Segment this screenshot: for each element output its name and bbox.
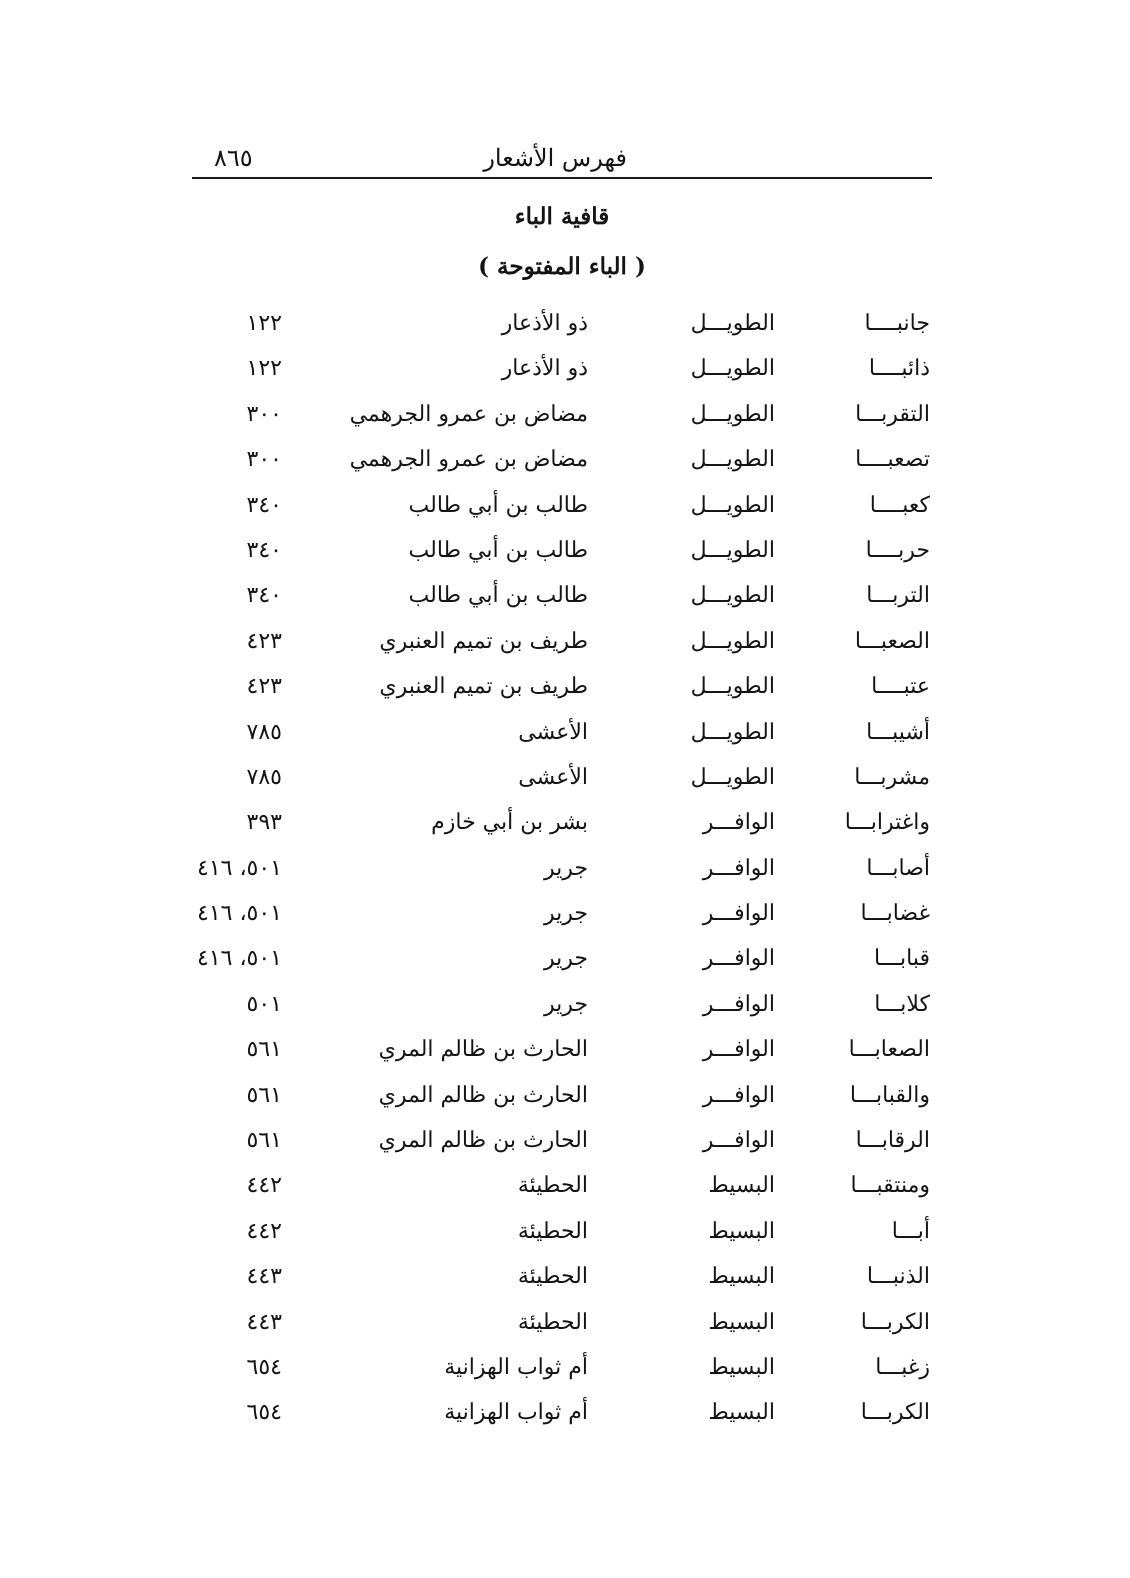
rhyme-word: جانبــــا <box>864 311 930 336</box>
poet-name: طريف بن تميم العنبري <box>379 674 588 700</box>
rhyme-word: الكربـــا <box>860 1309 930 1335</box>
poet-name: الحارث بن ظالم المري <box>378 1037 588 1063</box>
poet-name: الحارث بن ظالم المري <box>378 1082 588 1108</box>
rhyme-word: واغترابـــا <box>844 810 930 836</box>
rhyme-word: أصابـــا <box>866 855 930 881</box>
meter-name: البسيط <box>708 1173 775 1199</box>
rhyme-word: غضابـــا <box>860 901 930 927</box>
meter-name: الطويـــل <box>690 764 775 790</box>
index-row <box>0 714 1130 759</box>
poet-name: طريف بن تميم العنبري <box>379 628 588 654</box>
meter-name: الوافـــر <box>702 901 775 927</box>
poet-name: أم ثواب الهزانية <box>444 1400 588 1426</box>
rhyme-word: أبـــا <box>891 1218 930 1244</box>
page-reference: ٥٠١، ٤١٦ <box>197 855 282 881</box>
poet-name: جرير <box>544 991 588 1017</box>
poet-name: مضاض بن عمرو الجرهمي <box>349 401 588 427</box>
poet-name: طالب بن أبي طالب <box>408 492 588 518</box>
rhyme-word: والقبابـــا <box>849 1082 930 1108</box>
page-reference: ٣٠٠ <box>246 401 282 427</box>
page-reference: ٧٨٥ <box>246 764 282 790</box>
poet-name: أم ثواب الهزانية <box>444 1354 588 1380</box>
rhyme-word: أشيبـــا <box>866 719 930 745</box>
poet-name: طالب بن أبي طالب <box>408 537 588 563</box>
meter-name: الطويـــل <box>690 401 775 427</box>
page-reference: ٣٤٠ <box>246 537 282 563</box>
page-reference: ٦٥٤ <box>246 1354 282 1380</box>
page-reference: ٤٤٣ <box>246 1264 282 1290</box>
index-row <box>0 1394 1130 1439</box>
index-row <box>0 895 1130 940</box>
rhyme-word: الصعابـــا <box>848 1037 930 1063</box>
page-reference: ٥٠١ <box>246 991 282 1017</box>
meter-name: الطويـــل <box>690 537 775 563</box>
meter-name: البسيط <box>708 1218 775 1244</box>
section-subtitle: ( الباء المفتوحة ) <box>478 253 646 280</box>
page-reference: ٥٦١ <box>246 1082 282 1108</box>
poet-name: جرير <box>544 901 588 927</box>
rhyme-word: الذنبـــا <box>866 1264 930 1290</box>
rhyme-word: التربـــا <box>866 583 930 609</box>
page-reference: ٥٠١، ٤١٦ <box>197 946 282 972</box>
meter-name: البسيط <box>708 1400 775 1426</box>
meter-name: الطويـــل <box>690 628 775 654</box>
index-table <box>0 305 1130 1440</box>
index-row <box>0 350 1130 395</box>
index-row <box>0 1213 1130 1258</box>
poet-name: الحطيئة <box>517 1309 588 1335</box>
index-row <box>0 1122 1130 1167</box>
page-reference: ٥٦١ <box>246 1037 282 1063</box>
rhyme-word: الصعبـــا <box>854 628 930 654</box>
index-row <box>0 986 1130 1031</box>
poet-name: جرير <box>544 946 588 972</box>
index-row <box>0 1167 1130 1212</box>
index-row <box>0 1031 1130 1076</box>
meter-name: الوافـــر <box>702 1037 775 1063</box>
rhyme-word: كعبــــا <box>869 492 930 518</box>
meter-name: البسيط <box>708 1309 775 1335</box>
poet-name: الأعشى <box>518 764 588 790</box>
rhyme-word: الكربـــا <box>860 1400 930 1426</box>
rhyme-word: ذائبــــا <box>868 356 930 382</box>
poet-name: مضاض بن عمرو الجرهمي <box>349 447 588 473</box>
rhyme-word: مشربـــا <box>854 764 930 790</box>
meter-name: الطويـــل <box>690 311 775 336</box>
index-row <box>0 532 1130 577</box>
index-row <box>0 850 1130 895</box>
page-reference: ٣٤٠ <box>246 492 282 518</box>
header-rule <box>192 177 932 179</box>
rhyme-word: حربــــا <box>865 537 930 563</box>
index-row <box>0 804 1130 849</box>
poet-name: ذو الأذعار <box>501 356 588 382</box>
poet-name: الأعشى <box>518 719 588 745</box>
page-reference: ٣٩٣ <box>246 810 282 836</box>
rhyme-word: الرقابـــا <box>855 1128 930 1154</box>
poet-name: جرير <box>544 855 588 881</box>
meter-name: الطويـــل <box>690 447 775 473</box>
meter-name: الوافـــر <box>702 991 775 1017</box>
meter-name: البسيط <box>708 1264 775 1290</box>
index-row <box>0 1258 1130 1303</box>
page-reference: ٤٢٣ <box>246 674 282 700</box>
running-header <box>192 138 932 178</box>
page-reference: ٥٠١، ٤١٦ <box>197 901 282 927</box>
page-reference: ٤٤٢ <box>246 1218 282 1244</box>
rhyme-word: كلابـــا <box>874 991 930 1017</box>
page-reference: ٣٠٠ <box>246 447 282 473</box>
rhyme-word: قبابـــا <box>873 946 930 972</box>
meter-name: الوافـــر <box>702 855 775 881</box>
page-reference: ٣٤٠ <box>246 583 282 609</box>
page-reference: ٤٤٢ <box>246 1173 282 1199</box>
meter-name: الوافـــر <box>702 1082 775 1108</box>
index-row <box>0 1077 1130 1122</box>
rhyme-word: زغبـــا <box>875 1354 930 1380</box>
index-row <box>0 1304 1130 1349</box>
meter-name: الوافـــر <box>702 810 775 836</box>
meter-name: الطويـــل <box>690 356 775 382</box>
meter-name: البسيط <box>708 1354 775 1380</box>
section-title: قافية الباء <box>514 203 610 230</box>
rhyme-word: ومنتقبـــا <box>850 1173 930 1199</box>
poet-name: ذو الأذعار <box>501 311 588 336</box>
index-row <box>0 759 1130 804</box>
meter-name: الطويـــل <box>690 674 775 700</box>
index-row <box>0 441 1130 486</box>
index-row <box>0 396 1130 441</box>
page-reference: ١٢٢ <box>246 356 282 382</box>
poet-name: بشر بن أبي خازم <box>431 810 588 836</box>
index-row <box>0 668 1130 713</box>
meter-name: الوافـــر <box>702 1128 775 1154</box>
poet-name: طالب بن أبي طالب <box>408 583 588 609</box>
index-row <box>0 305 1130 350</box>
poet-name: الحارث بن ظالم المري <box>378 1128 588 1154</box>
meter-name: الطويـــل <box>690 719 775 745</box>
index-row <box>0 577 1130 622</box>
rhyme-word: تصعبــــا <box>855 447 930 473</box>
poet-name: الحطيئة <box>517 1173 588 1199</box>
page-reference: ١٢٢ <box>246 311 282 336</box>
rhyme-word: التقربـــا <box>855 401 930 427</box>
poet-name: الحطيئة <box>517 1218 588 1244</box>
index-row <box>0 623 1130 668</box>
page-reference: ٥٦١ <box>246 1128 282 1154</box>
poet-name: الحطيئة <box>517 1264 588 1290</box>
rhyme-word: عتبــــا <box>871 674 930 700</box>
page-reference: ٤٢٣ <box>246 628 282 654</box>
page-reference: ٤٤٣ <box>246 1309 282 1335</box>
page-reference: ٦٥٤ <box>246 1400 282 1426</box>
meter-name: الطويـــل <box>690 492 775 518</box>
meter-name: الوافـــر <box>702 946 775 972</box>
index-row <box>0 487 1130 532</box>
index-row <box>0 940 1130 985</box>
index-row <box>0 1349 1130 1394</box>
page-number: ٨٦٥ <box>214 144 253 172</box>
running-header-title: فهرس الأشعار <box>483 144 627 172</box>
meter-name: الطويـــل <box>690 583 775 609</box>
page-reference: ٧٨٥ <box>246 719 282 745</box>
